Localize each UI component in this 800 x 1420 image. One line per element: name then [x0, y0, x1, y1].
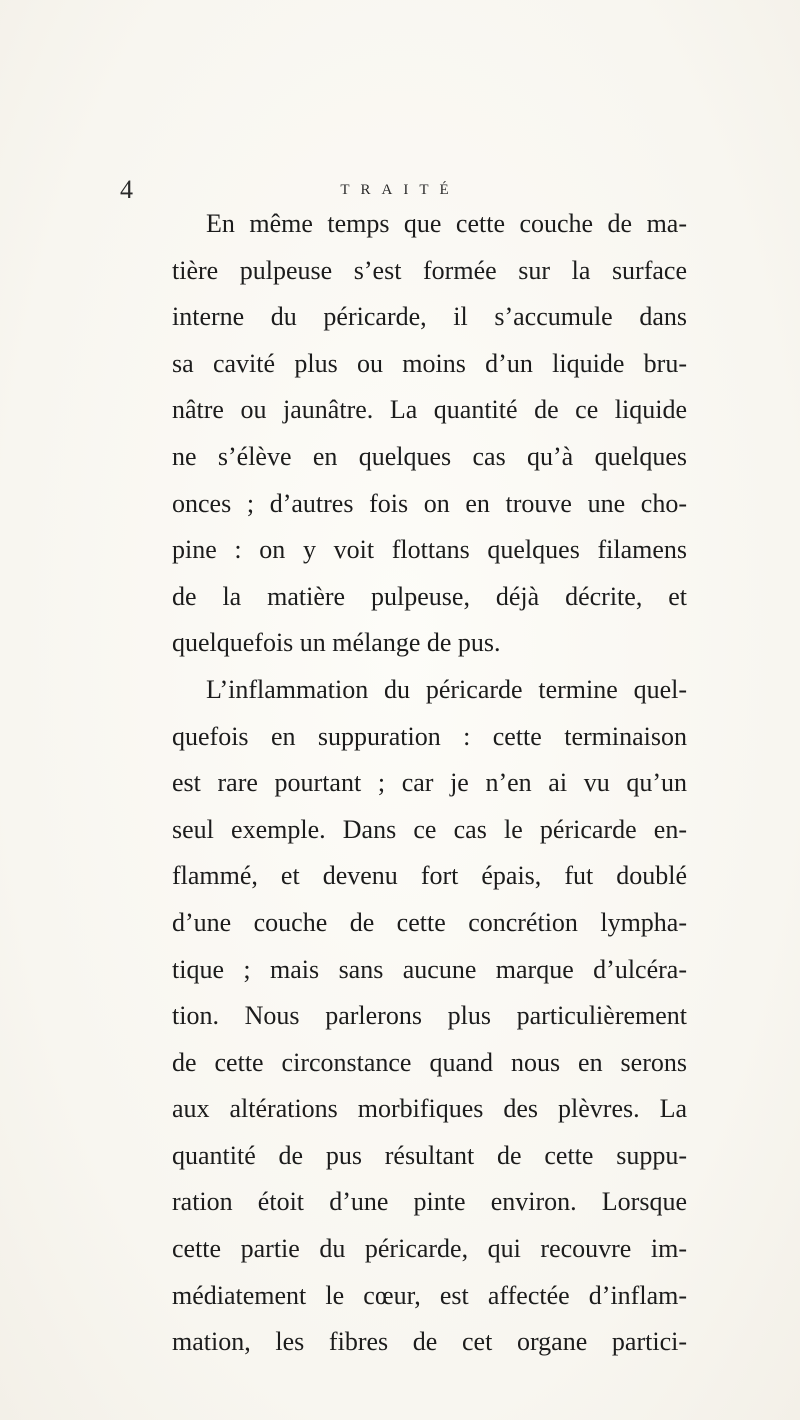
text-line: tique ; mais sans aucune marque d’ulcéra- — [172, 954, 687, 984]
text-line: ne s’élève en quelques cas qu’à quelques — [172, 441, 687, 471]
text-line: aux altérations morbifiques des plèvres. La — [172, 1094, 687, 1124]
text-line: pine : on y voit flottans quelques filamens — [172, 535, 687, 565]
text-line: tion. Nous parlerons plus particulièrement — [172, 1001, 687, 1031]
text-line: ration étoit d’une pinte environ. Lorsque — [172, 1187, 687, 1217]
body-text — [172, 201, 687, 1366]
text-line: est rare pourtant ; car je n’en ai vu qu’un — [172, 768, 687, 798]
text-line: En même temps que cette couche de ma- — [206, 209, 687, 238]
text-line: quelquefois un mélange de pus. — [172, 628, 501, 658]
text-line: mation, les fibres de cet organe partici- — [172, 1327, 687, 1357]
text-line: L’inflammation du péricarde termine quel- — [206, 674, 687, 704]
text-line: quantité de pus résultant de cette suppu- — [172, 1140, 687, 1170]
text-line: quefois en suppuration : cette terminaison — [172, 721, 687, 751]
text-line: flammé, et devenu fort épais, fut doublé — [172, 861, 687, 891]
text-line: de la matière pulpeuse, déjà décrite, et — [172, 581, 687, 611]
text-line: seul exemple. Dans ce cas le péricarde en- — [172, 814, 687, 844]
text-line: nâtre ou jaunâtre. La quantité de ce liquide — [172, 395, 687, 425]
text-line: onces ; d’autres fois on en trouve une cho- — [172, 488, 687, 518]
text-line: tière pulpeuse s’est formée sur la surface — [172, 255, 687, 285]
text-line: médiatement le cœur, est affectée d’inflam- — [172, 1280, 687, 1310]
text-line: d’une couche de cette concrétion lympha- — [172, 907, 687, 937]
text-line: interne du péricarde, il s’accumule dans — [172, 302, 687, 332]
running-title: TRAITÉ — [340, 182, 460, 198]
text-line: sa cavité plus ou moins d’un liquide bru- — [172, 348, 687, 378]
page-number: 4 — [120, 175, 133, 204]
text-line: cette partie du péricarde, qui recouvre im- — [172, 1234, 687, 1264]
text-line: de cette circonstance quand nous en serons — [172, 1047, 687, 1077]
